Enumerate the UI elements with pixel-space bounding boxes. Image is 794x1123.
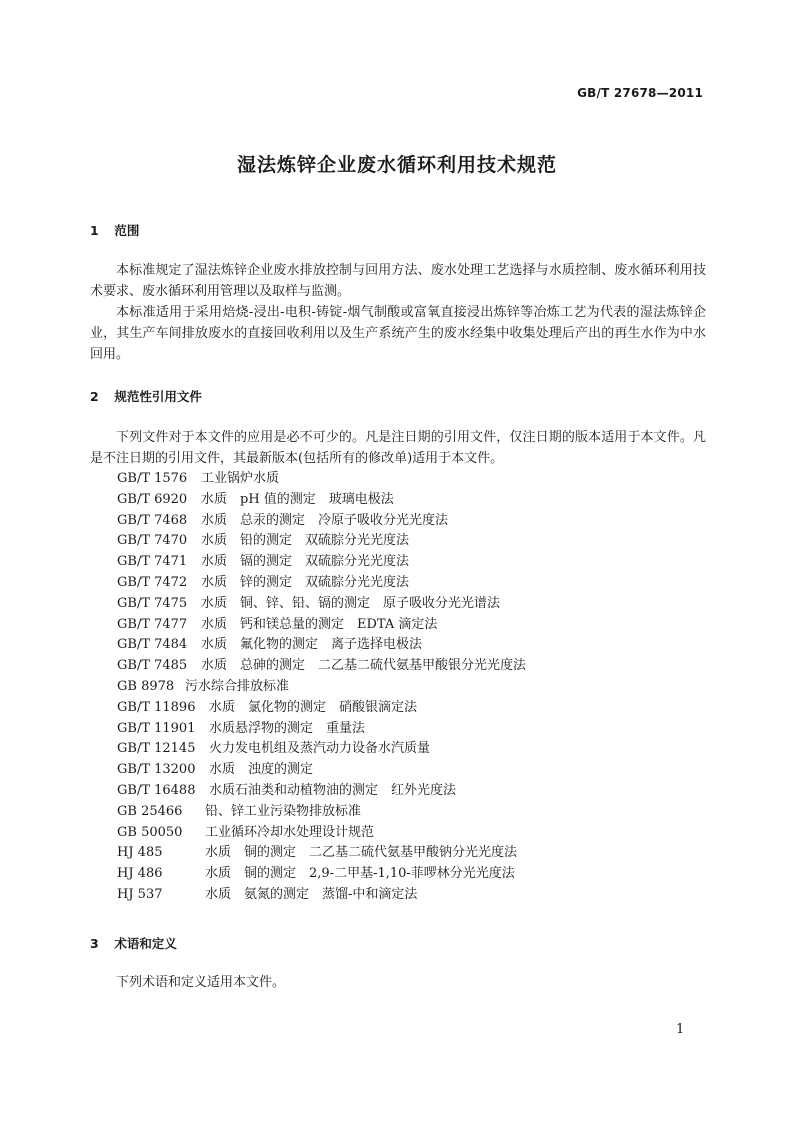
reference-title: 水质 铅的测定 双硫腙分光光度法: [201, 533, 410, 549]
reference-code: GB/T 12145: [117, 741, 196, 757]
section-3-number: 3: [90, 936, 99, 951]
reference-title: 水质 pH 值的测定 玻璃电极法: [201, 491, 394, 507]
reference-title: 水质悬浮物的测定 重量法: [209, 720, 366, 736]
reference-item: [117, 802, 526, 823]
reference-code: GB/T 7468: [117, 512, 188, 528]
reference-item: [117, 573, 526, 594]
reference-code: GB 8978: [117, 678, 175, 694]
reference-title: 水质石油类和动植物油的测定 红外光度法: [209, 782, 457, 798]
reference-item: [117, 781, 526, 802]
reference-code: GB/T 7477: [117, 616, 188, 632]
reference-title: 水质 氯化物的测定 硝酸银滴定法: [209, 699, 418, 715]
reference-title: 水质 镉的测定 双硫腙分光光度法: [201, 554, 410, 570]
reference-title: 水质 铜的测定 二乙基二硫代氨基甲酸钠分光光度法: [205, 845, 518, 861]
reference-item: [117, 719, 526, 740]
reference-item: [117, 511, 526, 532]
reference-title: 水质 总砷的测定 二乙基二硫代氨基甲酸银分光光度法: [201, 658, 527, 674]
reference-code: GB/T 7472: [117, 574, 188, 590]
reference-item: [117, 823, 526, 844]
reference-title: 水质 氟化物的测定 离子选择电极法: [201, 637, 423, 653]
reference-item: [117, 656, 526, 677]
section-2-title: 规范性引用文件: [114, 389, 202, 404]
reference-list: [117, 469, 526, 906]
reference-item: [117, 552, 526, 573]
section-2-heading: [90, 387, 202, 405]
reference-item: [117, 864, 526, 885]
standard-code: GB/T 27678—2011: [577, 86, 703, 100]
reference-item: [117, 698, 526, 719]
reference-title: 水质 氨氮的测定 蒸馏-中和滴定法: [205, 886, 418, 902]
reference-code: GB/T 13200: [117, 762, 196, 778]
reference-code: GB/T 7471: [117, 554, 188, 570]
reference-code: GB/T 11896: [117, 699, 196, 715]
reference-code: GB/T 16488: [117, 782, 196, 798]
section-1-heading: [90, 221, 139, 239]
reference-item: [117, 885, 526, 906]
reference-title: 水质 总汞的测定 冷原子吸收分光光度法: [201, 512, 449, 528]
reference-title: 水质 锌的测定 双硫腙分光光度法: [201, 574, 410, 590]
section-3-heading: [90, 934, 177, 952]
reference-code: HJ 537: [117, 886, 163, 902]
reference-code: GB/T 7485: [117, 658, 188, 674]
reference-item: [117, 677, 526, 698]
reference-item: [117, 739, 526, 760]
section-2-intro: 下列文件对于本文件的应用是必不可少的。凡是注日期的引用文件，仅注日期的版本适用于本文件。凡是不注日期的引用文件，其最新版本(包括所有的修改单)适用于本文件。: [90, 430, 706, 466]
reference-code: HJ 485: [117, 845, 163, 861]
reference-item: [117, 469, 526, 490]
reference-title: 工业锅炉水质: [201, 471, 280, 486]
reference-item: [117, 594, 526, 615]
reference-item: [117, 490, 526, 511]
reference-item: [117, 843, 526, 864]
reference-code: GB 50050: [117, 824, 183, 840]
reference-item: [117, 615, 526, 636]
reference-title: 铅、锌工业污染物排放标准: [205, 803, 362, 819]
page-number: 1: [676, 1022, 685, 1037]
section-1-number: 1: [90, 223, 99, 238]
reference-title: 火力发电机组及蒸汽动力设备水汽质量: [209, 741, 431, 757]
reference-code: GB/T 11901: [117, 720, 196, 736]
reference-item: [117, 531, 526, 552]
reference-code: GB/T 7484: [117, 637, 188, 653]
reference-title: 水质 钙和镁总量的测定 EDTA 滴定法: [201, 616, 438, 632]
reference-code: GB 25466: [117, 803, 183, 819]
reference-title: 水质 浊度的测定: [209, 762, 314, 778]
reference-code: GB/T 7470: [117, 533, 188, 549]
section-3-title: 术语和定义: [114, 936, 177, 951]
reference-item: [117, 635, 526, 656]
reference-item: [117, 760, 526, 781]
section-3-intro: 下列术语和定义适用本文件。: [116, 975, 286, 990]
reference-title: 水质 铜的测定 2,9-二甲基-1,10-菲啰林分光光度法: [205, 866, 515, 882]
document-title: 湿法炼锌企业废水循环利用技术规范: [236, 154, 557, 176]
section-1-title: 范围: [114, 223, 140, 238]
reference-code: GB/T 7475: [117, 595, 188, 611]
reference-code: HJ 486: [117, 866, 163, 882]
section-2-number: 2: [90, 389, 99, 404]
reference-title: 水质 铜、锌、铅、镉的测定 原子吸收分光光谱法: [201, 595, 501, 611]
section-1-paragraph-2: 本标准适用于采用焙烧-浸出-电积-铸锭-烟气制酸或富氧直接浸出炼锌等冶炼工艺为代表的湿法炼锌企业，其生产车间排放废水的直接回收利用以及生产系统产生的废水经集中收集处理后产出的再生水作为中水回用。: [90, 305, 706, 362]
reference-title: 工业循环冷却水处理设计规范: [205, 824, 375, 840]
reference-code: GB/T 6920: [117, 491, 188, 507]
reference-title: 污水综合排放标准: [185, 678, 290, 694]
section-1-paragraph-1: 本标准规定了湿法炼锌企业废水排放控制与回用方法、废水处理工艺选择与水质控制、废水循环利用技术要求、废水循环利用管理以及取样与监测。: [90, 263, 706, 299]
reference-code: GB/T 1576: [117, 471, 188, 486]
